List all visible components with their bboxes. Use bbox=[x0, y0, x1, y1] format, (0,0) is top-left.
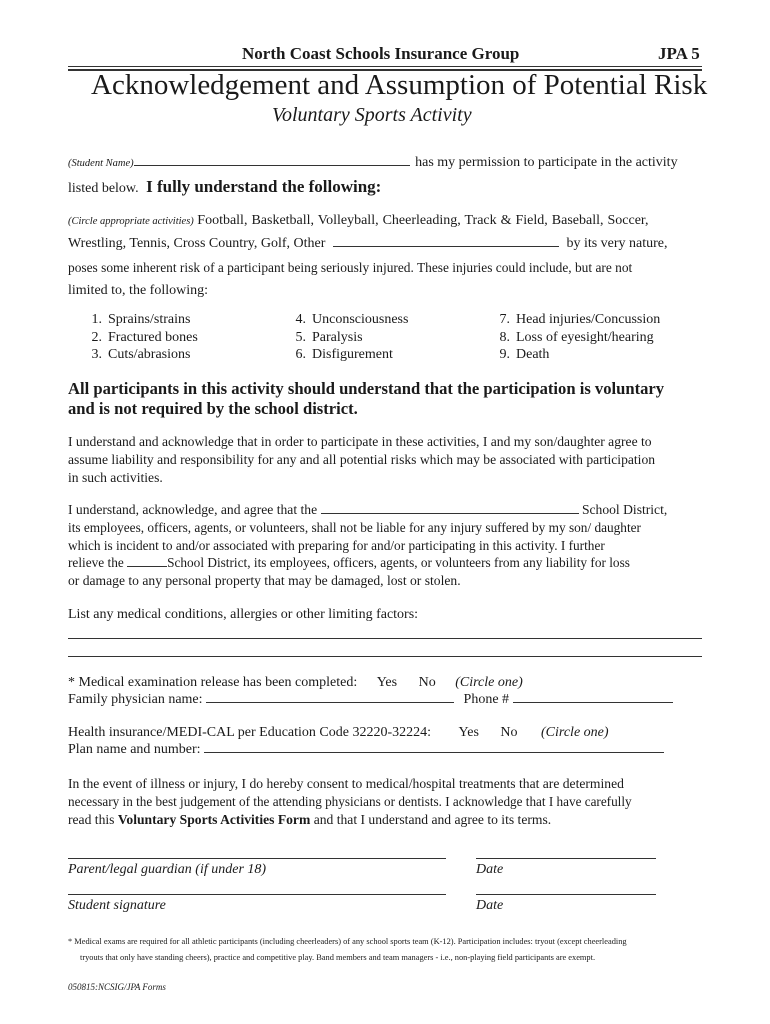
org-name: North Coast Schools Insurance Group bbox=[242, 44, 520, 63]
permission-text: has my permission to participate in the activity bbox=[415, 155, 678, 170]
medical-conditions-line-1[interactable] bbox=[68, 638, 702, 639]
list-item: 5. Paralysis bbox=[295, 329, 363, 345]
list-item: 7. Head injuries/Concussion bbox=[499, 312, 661, 327]
insurance-no[interactable]: No bbox=[500, 725, 518, 740]
list-item: 6. Disfigurement bbox=[295, 347, 393, 362]
date-label-1: Date bbox=[476, 862, 504, 877]
list-item: 9. Death bbox=[499, 347, 550, 362]
activities-row-1 bbox=[68, 213, 649, 229]
activities-list-2: Wrestling, Tennis, Cross Country, Golf, Other bbox=[68, 236, 326, 251]
student-name-row bbox=[68, 155, 678, 171]
circle-activities-label: (Circle appropriate activities) bbox=[68, 216, 194, 227]
insurance-yes[interactable]: Yes bbox=[458, 725, 479, 740]
injury-list-col-2 bbox=[284, 311, 408, 364]
understand-heading: I fully understand the following: bbox=[146, 177, 382, 196]
physician-row: Family physician name: Phone # bbox=[68, 692, 673, 708]
date-line-2[interactable] bbox=[476, 894, 656, 895]
plan-field[interactable] bbox=[204, 752, 664, 753]
voluntary-line-1: All participants in this activity should understand that the participation is voluntary bbox=[68, 379, 665, 398]
physician-name-field[interactable] bbox=[206, 702, 454, 703]
risk-line-1: poses some inherent risk of a participant being seriously injured. These injuries could include, but are not bbox=[68, 260, 633, 275]
school-district-field-1[interactable] bbox=[321, 513, 579, 514]
student-signature-line[interactable] bbox=[68, 894, 446, 895]
medical-exam-yes[interactable]: Yes bbox=[376, 675, 398, 690]
header-rule-top bbox=[68, 66, 702, 67]
page-title: Acknowledgement and Assumption of Potential Risk bbox=[91, 69, 708, 101]
insurance-row: Health insurance/MEDI-CAL per Education Code 32220-32224: Yes No (Circle one) bbox=[68, 725, 609, 740]
other-activity-field[interactable] bbox=[333, 246, 559, 247]
student-name-label: (Student Name) bbox=[68, 158, 134, 169]
student-signature-label: Student signature bbox=[68, 898, 166, 913]
list-item: 2. Fractured bones bbox=[91, 329, 198, 345]
student-name-field[interactable] bbox=[134, 165, 410, 166]
medical-exam-no[interactable]: No bbox=[418, 675, 436, 690]
risk-line-2: limited to, the following: bbox=[68, 283, 208, 298]
list-item: 4. Unconsciousness bbox=[295, 312, 409, 327]
voluntary-line-2: and is not required by the school district. bbox=[68, 399, 358, 418]
injury-list-col-3 bbox=[488, 311, 660, 364]
footnote-line-2: tryouts that only have standing cheers), practice and competitive play. Band members and team managers - i.e., non-playing field participants are exempt. bbox=[80, 953, 596, 962]
medical-exam-row: * Medical examination release has been completed: Yes No (Circle one) bbox=[68, 675, 523, 690]
form-code-footer: 050815:NCSIG/JPA Forms bbox=[68, 982, 166, 992]
understand-row bbox=[68, 177, 381, 197]
parent-signature-line[interactable] bbox=[68, 858, 446, 859]
list-item: 3. Cuts/abrasions bbox=[91, 347, 191, 362]
listed-below-text: listed below. bbox=[68, 181, 139, 196]
plan-row: Plan name and number: bbox=[68, 742, 664, 758]
date-label-2: Date bbox=[476, 898, 504, 913]
by-nature-text: by its very nature, bbox=[566, 236, 668, 251]
list-item: 1. Sprains/strains bbox=[91, 312, 191, 327]
date-line-1[interactable] bbox=[476, 858, 656, 859]
liability-paragraph: I understand and acknowledge that in order to participate in these activities, I and my son/daughter agree to assume liability and responsibility for any and all potential risks which may be associated with participation in such activities. bbox=[68, 434, 656, 485]
injury-list-col-1 bbox=[80, 311, 198, 364]
activities-list-1: Football, Basketball, Volleyball, Cheerleading, Track & Field, Baseball, Soccer, bbox=[197, 213, 649, 228]
medical-conditions-line-2[interactable] bbox=[68, 656, 702, 657]
list-item: 8. Loss of eyesight/hearing bbox=[499, 329, 654, 345]
page-subtitle: Voluntary Sports Activity bbox=[272, 104, 472, 126]
phone-field[interactable] bbox=[513, 702, 673, 703]
form-code-header: JPA 5 bbox=[658, 44, 700, 63]
footnote-line-1: * Medical exams are required for all athletic participants (including cheerleaders) of any school sports team (K-12). Participation includes: tryout (except cheerleading bbox=[68, 937, 627, 946]
activities-row-2 bbox=[68, 236, 668, 252]
medical-conditions-label: List any medical conditions, allergies or other limiting factors: bbox=[68, 607, 419, 622]
parent-signature-label: Parent/legal guardian (if under 18) bbox=[68, 862, 267, 877]
consent-paragraph: In the event of illness or injury, I do hereby consent to medical/hospital treatments that are determined necessary in the best judgement of the attending physicians or dentists. I acknowledge that I have carefully read this Voluntary Sports Activities Form and that I understand and agree to its terms. bbox=[68, 776, 632, 827]
school-district-field-2[interactable] bbox=[127, 566, 167, 567]
release-paragraph: I understand, acknowledge, and agree that the School District, its employees, officers, agents, or volunteers, shall not be liable for any injury suffered by my son/ daughter which is incident to and/or associated with preparing for and/or participating in this activity. I further relieve the School District, its employees, officers, agents, or volunteers from any liability for loss or damage to any personal property that may be damaged, lost or stolen. bbox=[68, 502, 668, 589]
